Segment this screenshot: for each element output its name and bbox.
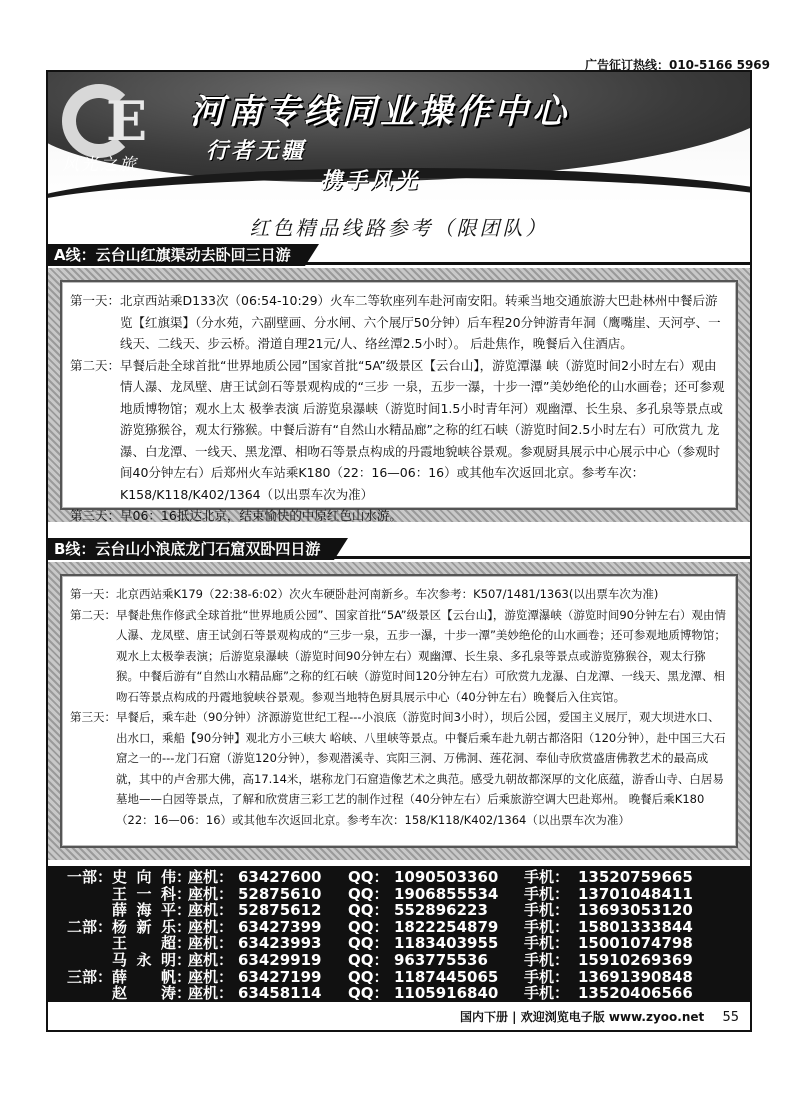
contact-qq: 1090503360 — [394, 868, 499, 886]
contact-name: 赵 涛 — [112, 984, 176, 1003]
qq-label: QQ： — [348, 901, 389, 920]
contact-name: 马永明 — [112, 950, 176, 969]
line-a-day-3 — [70, 505, 728, 527]
ad-hotline: 广告征订热线：010-5166 5969 — [584, 58, 770, 72]
seat-label: 座机： — [188, 868, 234, 886]
slogan-2: 携手风光 — [320, 169, 421, 194]
mobile-label: 手机： — [524, 868, 570, 886]
qq-label: QQ： — [348, 868, 389, 886]
colon: ： — [176, 917, 192, 936]
contact-name: 王一科 — [112, 884, 176, 903]
page-number: 55 — [722, 1010, 739, 1025]
contact-row — [48, 902, 750, 919]
qq-label: QQ： — [348, 950, 389, 969]
contact-dept — [48, 952, 112, 969]
contact-phone: 52875612 — [238, 901, 322, 920]
contact-row — [48, 985, 750, 1002]
day-text: 北京西站乘D133次（06:54-10:29）火车二等软座列车赴河南安阳。转乘当地交通旅游大巴赴林州中餐后游览【红旗渠】（分水苑，六副壁画、分水闸、六个展厅50分钟）后车程20分钟游青年洞（鹰嘴崖、天河亭、一线天、二线天、步云桥。滑道自理21元/人、络丝潭2.5小时）。 后赴焦作，晚餐后入住酒店。 — [120, 293, 721, 351]
line-a-box — [48, 268, 750, 522]
line-a-itinerary — [60, 280, 738, 523]
contact-qq: 1822254879 — [394, 917, 499, 936]
day-label: 第三天： — [70, 710, 116, 724]
page-footer — [460, 1008, 739, 1025]
colon: ： — [176, 934, 192, 953]
colon: ： — [176, 884, 192, 903]
line-a-day-1 — [70, 290, 728, 355]
section-heading: 红色精品线路参考（限团队） — [249, 216, 549, 240]
contact-phone: 63429919 — [238, 950, 322, 969]
qq-label: QQ： — [348, 984, 389, 1003]
line-a-title: A线：云台山红旗渠动去卧回三日游 — [48, 244, 305, 266]
contact-row — [48, 869, 750, 886]
logo-e-shape: E — [106, 89, 148, 153]
contact-name: 薛 帆 — [112, 967, 176, 986]
colon: ： — [176, 868, 192, 886]
contact-mobile: 13520406566 — [578, 984, 693, 1003]
seat-label: 座机： — [188, 884, 234, 903]
seat-label: 座机： — [188, 917, 234, 936]
day-text: 早餐后赴全球首批“世界地质公园”国家首批“5A”级景区【云台山】，游览潭瀑 峡（游览时间2小时左右）观由情人瀑、龙凤壁、唐王试剑石等景观构成的“三步 一泉，五步一瀑，十步一潭”美妙绝伦的山水画卷；还可参观地质博物馆；观水上太 极拳表演 后游览泉瀑峡（游览时间1.5小时青年河）观幽潭、长生泉、多孔泉等景点或游览猕猴谷，观太行猕猴。中餐后游有“自然山水精品廊”之称的红石峡（游览时间2.5小时左右）可欣赏九 龙瀑、白龙潭、一线天、黑龙潭、相吻石等景点构成的丹霞地貌峡谷景观。参观厨具展示中心展示中心（参观时间40分钟左右）后郑州火车站乘K180（22：16—06：16）或其他车次返回北京。参考车次：K158/K118/K402/1364（以出票车次为准） — [120, 357, 725, 502]
line-b-day-1 — [70, 584, 728, 605]
seat-label: 座机： — [188, 967, 234, 986]
colon: ： — [176, 950, 192, 969]
contact-mobile: 15801333844 — [578, 917, 693, 936]
contact-phone: 63423993 — [238, 934, 322, 953]
line-b-itinerary — [60, 574, 738, 848]
day-label: 第一天： — [70, 293, 121, 308]
colon: ： — [176, 967, 192, 986]
logo-slogan: 风光之旅 — [62, 155, 138, 175]
colon: ： — [176, 901, 192, 920]
contact-phone: 63458114 — [238, 984, 322, 1003]
mobile-label: 手机： — [524, 884, 570, 903]
day-label: 第三天： — [70, 508, 121, 523]
slogan-1: 行者无疆 — [206, 139, 307, 164]
mobile-label: 手机： — [524, 950, 570, 969]
line-b-box — [48, 562, 750, 860]
line-a-day-2 — [70, 355, 728, 506]
contact-name: 史向伟 — [112, 868, 176, 886]
contact-qq: 1187445065 — [394, 967, 499, 986]
contact-dept: 二部： — [66, 917, 112, 936]
contact-row — [48, 952, 750, 969]
contact-dept — [48, 935, 112, 952]
contact-mobile: 13691390848 — [578, 967, 693, 986]
qq-label: QQ： — [348, 934, 389, 953]
contact-phone: 52875610 — [238, 884, 322, 903]
contact-dept — [48, 902, 112, 919]
contact-mobile: 13701048411 — [578, 884, 693, 903]
day-label: 第二天： — [70, 357, 121, 373]
qq-label: QQ： — [348, 967, 389, 986]
contact-phone: 63427399 — [238, 917, 322, 936]
seat-label: 座机： — [188, 950, 234, 969]
day-text: 早餐赴焦作修武全球首批“世界地质公园”、国家首批“5A”级景区【云台山】，游览潭瀑峡（游览时间90分钟左右）观由情人瀑、龙凤壁、唐王试剑石等景观构成的“三步一泉，五步一瀑，十步一潭”美妙绝伦的山水画卷；还可参观地质博物馆；观水上太极拳表演；后游览泉瀑峡（游览时间90分钟左右）观幽潭、长生泉、多孔泉等景点或游览猕猴谷，观太行猕猴。中餐后游有“自然山水精品廊”之称的红石峡（游览时间120分钟左右）可欣赏九龙瀑、白龙潭、一线天、黑龙潭、相吻石等景点构成的丹霞地貌峡谷景观。参观当地特色厨具展示中心（40分钟左右）晚餐后入住宾馆。 — [116, 607, 726, 704]
contact-mobile: 13693053120 — [578, 901, 693, 920]
mobile-label: 手机： — [524, 901, 570, 920]
contact-mobile: 13520759665 — [578, 868, 693, 886]
mobile-label: 手机： — [524, 934, 570, 953]
contact-name: 杨新乐 — [112, 917, 176, 936]
line-b-title: B线：云台山小浪底龙门石窟双卧四日游 — [48, 538, 334, 560]
contact-row — [48, 919, 750, 936]
seat-label: 座机： — [188, 901, 234, 920]
day-text: 早餐后，乘车赴（90分钟）济源游览世纪工程---小浪底（游览时间3小时），坝后公园，爱国主义展厅，观大坝进水口、出水口，乘船【90分钟】观北方小三峡大 峪峡、八里峡等景点。中餐后乘车赴九朝古都洛阳（120分钟），赴中国三大石窟之一的---龙门石窟（游览120分钟），参观潜溪寺、宾阳三洞、万佛洞、莲花洞、奉仙寺欣赏盛唐佛教艺术的最高成就，其中的卢舍那大佛，高17.14米，堪称龙门石窟造像艺术之典范。感受九朝故都深厚的文化底蕴，游香山寺、白居易墓地——白园等景点，了解和欣赏唐三彩工艺的制作过程（40分钟左右）后乘旅游空调大巴赴郑州。 晚餐后乘K180（22：16—06：16）或其他车次返回北京。参考车次：158/K118/K402/1364（以出票车次为准） — [116, 710, 726, 827]
day-label: 第二天： — [70, 607, 116, 622]
main-title: 河南专线同业操作中心 — [190, 92, 570, 132]
day-text: 早06：16抵达北京，结束愉快的中原红色山水游。 — [120, 508, 402, 523]
contact-qq: 963775536 — [394, 950, 488, 969]
qq-label: QQ： — [348, 884, 389, 903]
contact-dept — [48, 985, 112, 1002]
mobile-label: 手机： — [524, 984, 570, 1003]
mobile-label: 手机： — [524, 917, 570, 936]
footer-text: 国内下册 | 欢迎浏览电子版 www.zyoo.net — [460, 1010, 705, 1024]
line-b-day-3 — [70, 707, 728, 830]
contact-qq: 552896223 — [394, 901, 488, 920]
mobile-label: 手机： — [524, 967, 570, 986]
contact-name: 王 超 — [112, 934, 176, 953]
contact-dept: 一部： — [66, 868, 112, 886]
contact-qq: 1906855534 — [394, 884, 499, 903]
seat-label: 座机： — [188, 984, 234, 1003]
contact-row — [48, 969, 750, 986]
colon: ： — [176, 984, 192, 1003]
contact-phone: 63427600 — [238, 868, 322, 886]
contact-row — [48, 886, 750, 903]
seat-label: 座机： — [188, 934, 234, 953]
contact-mobile: 15001074798 — [578, 934, 693, 953]
day-label: 第一天： — [70, 587, 116, 601]
contact-dept: 三部： — [66, 967, 112, 986]
day-text: 北京西站乘K179（22:38-6:02）次火车硬卧赴河南新乡。车次参考：K507/1481/1363(以出票车次为准) — [116, 587, 659, 601]
contacts-table — [48, 866, 750, 1002]
contact-qq: 1105916840 — [394, 984, 499, 1003]
qq-label: QQ： — [348, 917, 389, 936]
contact-phone: 63427199 — [238, 967, 322, 986]
contact-row — [48, 935, 750, 952]
contact-dept — [48, 886, 112, 903]
line-b-day-2 — [70, 605, 728, 708]
contact-qq: 1183403955 — [394, 934, 499, 953]
contact-name: 薛海平 — [112, 901, 176, 920]
contact-mobile: 15910269369 — [578, 950, 693, 969]
